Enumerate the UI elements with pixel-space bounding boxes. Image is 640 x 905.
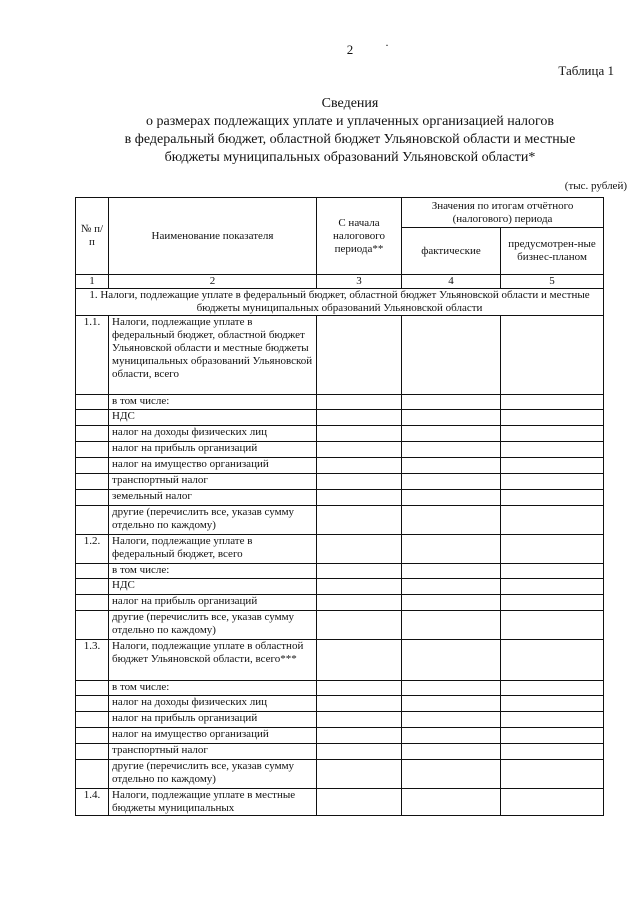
col-index: 3 <box>317 275 402 289</box>
value-cell <box>501 564 604 579</box>
value-cell <box>501 728 604 744</box>
value-cell <box>402 442 501 458</box>
row-number <box>76 611 109 640</box>
value-cell <box>501 744 604 760</box>
table-label: Таблица 1 <box>558 63 614 78</box>
value-cell <box>317 395 402 410</box>
table-row <box>76 712 604 728</box>
table-row <box>76 789 604 816</box>
table-row <box>76 490 604 506</box>
value-cell <box>402 316 501 395</box>
table-row <box>76 535 604 564</box>
table-row <box>76 395 604 410</box>
row-number <box>76 564 109 579</box>
row-number: 1.2. <box>76 535 109 564</box>
value-cell <box>317 579 402 595</box>
table-row <box>76 696 604 712</box>
header-col-planned: предусмотрен-ные бизнес-планом <box>501 228 604 275</box>
stray-mark: · <box>385 38 389 52</box>
title-line-4: бюджеты муниципальных образований Ульяновской области* <box>164 150 536 165</box>
value-cell <box>317 728 402 744</box>
value-cell <box>402 696 501 712</box>
table-row <box>76 426 604 442</box>
col-index: 1 <box>76 275 109 289</box>
value-cell <box>501 426 604 442</box>
col-index: 5 <box>501 275 604 289</box>
page-number: 2 <box>346 42 354 57</box>
row-indicator-name: Налоги, подлежащие уплате в местные бюджеты муниципальных <box>109 789 317 816</box>
col-index: 4 <box>402 275 501 289</box>
col-index: 2 <box>109 275 317 289</box>
value-cell <box>317 681 402 696</box>
value-cell <box>402 611 501 640</box>
value-cell <box>402 579 501 595</box>
value-cell <box>501 535 604 564</box>
value-cell <box>317 611 402 640</box>
row-indicator-name: другие (перечислить все, указав сумму отдельно по каждому) <box>109 611 317 640</box>
tax-table <box>75 197 604 816</box>
value-cell <box>402 410 501 426</box>
value-cell <box>317 410 402 426</box>
value-cell <box>317 442 402 458</box>
row-number <box>76 728 109 744</box>
value-cell <box>501 474 604 490</box>
value-cell <box>402 395 501 410</box>
row-indicator-name: в том числе: <box>109 395 317 410</box>
value-cell <box>501 458 604 474</box>
table-row <box>76 458 604 474</box>
value-cell <box>317 696 402 712</box>
row-number <box>76 506 109 535</box>
value-cell <box>501 490 604 506</box>
row-indicator-name: налог на имущество организаций <box>109 728 317 744</box>
row-indicator-name: земельный налог <box>109 490 317 506</box>
title-line-1: Сведения <box>321 96 379 111</box>
row-indicator-name: другие (перечислить все, указав сумму отдельно по каждому) <box>109 760 317 789</box>
value-cell <box>402 760 501 789</box>
value-cell <box>402 458 501 474</box>
row-number <box>76 442 109 458</box>
title-line-2: о размерах подлежащих уплате и уплаченных организацией налогов <box>145 114 555 129</box>
value-cell <box>501 410 604 426</box>
row-number <box>76 458 109 474</box>
row-number <box>76 490 109 506</box>
table-row <box>76 744 604 760</box>
value-cell <box>501 696 604 712</box>
value-cell <box>317 506 402 535</box>
value-cell <box>402 789 501 816</box>
value-cell <box>317 426 402 442</box>
row-number <box>76 681 109 696</box>
column-index-row <box>76 275 604 289</box>
value-cell <box>317 458 402 474</box>
table-body <box>76 316 604 816</box>
row-number <box>76 712 109 728</box>
table-row <box>76 681 604 696</box>
value-cell <box>402 535 501 564</box>
value-cell <box>402 506 501 535</box>
value-cell <box>317 760 402 789</box>
row-indicator-name: Налоги, подлежащие уплате в федеральный бюджет, областной бюджет Ульяновской области и местные бюджеты муниципальных образований Ульяновской области, всего <box>109 316 317 395</box>
row-indicator-name: налог на имущество организаций <box>109 458 317 474</box>
table-row <box>76 410 604 426</box>
header-col-name: Наименование показателя <box>109 198 317 275</box>
value-cell <box>501 316 604 395</box>
row-number <box>76 395 109 410</box>
table-row <box>76 579 604 595</box>
row-indicator-name: налог на доходы физических лиц <box>109 696 317 712</box>
table-row <box>76 728 604 744</box>
value-cell <box>501 760 604 789</box>
value-cell <box>317 640 402 681</box>
value-cell <box>402 595 501 611</box>
value-cell <box>317 595 402 611</box>
value-cell <box>402 640 501 681</box>
row-number: 1.3. <box>76 640 109 681</box>
row-number: 1.4. <box>76 789 109 816</box>
value-cell <box>317 789 402 816</box>
table-row <box>76 611 604 640</box>
row-number <box>76 696 109 712</box>
row-indicator-name: НДС <box>109 579 317 595</box>
header-col-period-start: С начала налогового периода** <box>317 198 402 275</box>
value-cell <box>501 681 604 696</box>
value-cell <box>501 395 604 410</box>
row-indicator-name: в том числе: <box>109 681 317 696</box>
row-number <box>76 744 109 760</box>
row-indicator-name: другие (перечислить все, указав сумму отдельно по каждому) <box>109 506 317 535</box>
table-row <box>76 760 604 789</box>
row-number <box>76 426 109 442</box>
row-indicator-name: транспортный налог <box>109 744 317 760</box>
unit-label: (тыс. рублей) <box>564 180 627 192</box>
value-cell <box>501 789 604 816</box>
table-row <box>76 316 604 395</box>
value-cell <box>317 744 402 760</box>
value-cell <box>501 640 604 681</box>
value-cell <box>501 595 604 611</box>
row-number <box>76 579 109 595</box>
value-cell <box>317 564 402 579</box>
table-row <box>76 442 604 458</box>
value-cell <box>501 712 604 728</box>
row-number <box>76 474 109 490</box>
value-cell <box>501 442 604 458</box>
value-cell <box>402 712 501 728</box>
value-cell <box>402 426 501 442</box>
table-row <box>76 595 604 611</box>
row-number <box>76 760 109 789</box>
row-indicator-name: Налоги, подлежащие уплате в областной бюджет Ульяновской области, всего*** <box>109 640 317 681</box>
row-indicator-name: налог на прибыль организаций <box>109 712 317 728</box>
header-col-num: № п/п <box>76 198 109 275</box>
row-indicator-name: налог на прибыль организаций <box>109 595 317 611</box>
value-cell <box>402 681 501 696</box>
value-cell <box>317 316 402 395</box>
table-row <box>76 564 604 579</box>
table-row <box>76 474 604 490</box>
row-indicator-name: Налоги, подлежащие уплате в федеральный бюджет, всего <box>109 535 317 564</box>
value-cell <box>317 712 402 728</box>
row-indicator-name: в том числе: <box>109 564 317 579</box>
value-cell <box>317 474 402 490</box>
value-cell <box>317 535 402 564</box>
value-cell <box>402 490 501 506</box>
value-cell <box>402 728 501 744</box>
row-indicator-name: налог на доходы физических лиц <box>109 426 317 442</box>
row-indicator-name: НДС <box>109 410 317 426</box>
header-col-actual: фактические <box>402 228 501 275</box>
value-cell <box>402 564 501 579</box>
row-indicator-name: транспортный налог <box>109 474 317 490</box>
row-number: 1.1. <box>76 316 109 395</box>
section-title: 1. Налоги, подлежащие уплате в федеральный бюджет, областной бюджет Ульяновской области и местные бюджеты муниципальных образований Ульяновской области <box>76 289 604 316</box>
row-number <box>76 410 109 426</box>
value-cell <box>501 506 604 535</box>
value-cell <box>501 579 604 595</box>
table-row <box>76 506 604 535</box>
document-title <box>70 95 630 167</box>
header-col-group: Значения по итогам отчётного (налогового) периода <box>402 198 604 228</box>
row-number <box>76 595 109 611</box>
title-line-3: в федеральный бюджет, областной бюджет Ульяновской области и местные <box>124 132 576 147</box>
section-row <box>76 289 604 316</box>
table-row <box>76 640 604 681</box>
value-cell <box>501 611 604 640</box>
value-cell <box>402 474 501 490</box>
value-cell <box>402 744 501 760</box>
row-indicator-name: налог на прибыль организаций <box>109 442 317 458</box>
value-cell <box>317 490 402 506</box>
